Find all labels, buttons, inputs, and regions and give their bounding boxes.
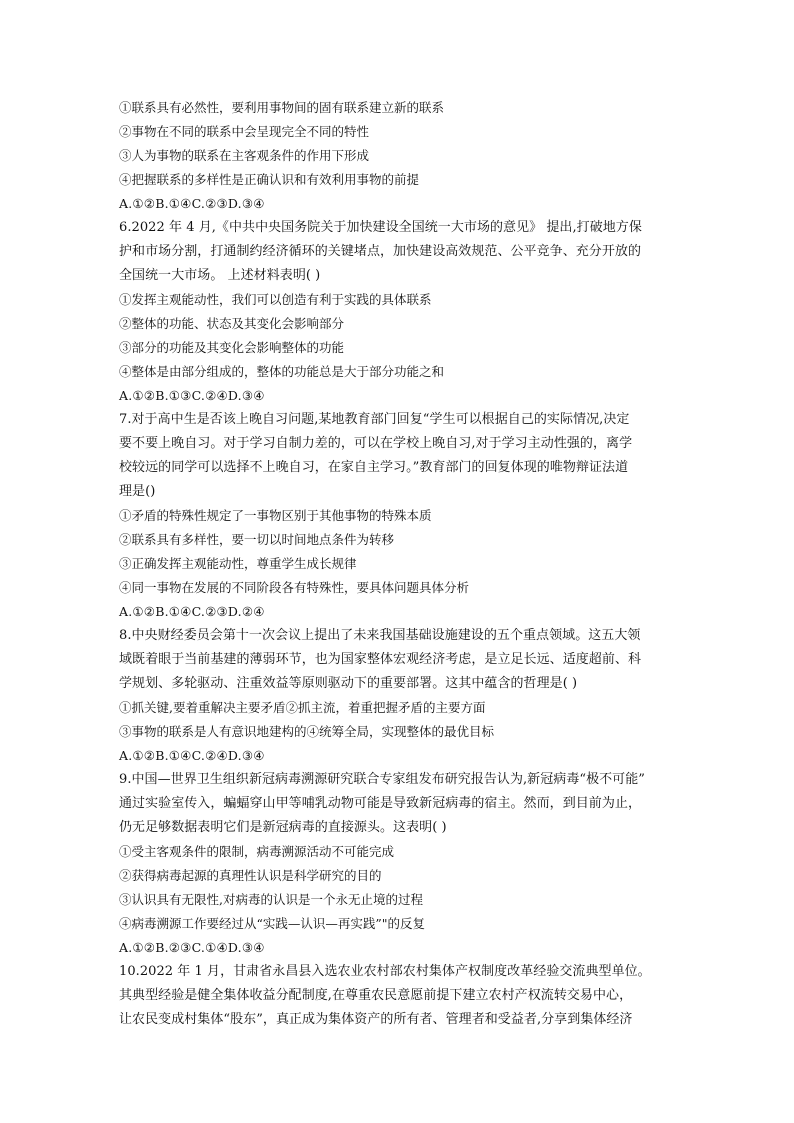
q6-stem-line-1: 6.2022 年 4 月,《中共中央国务院关于加快建设全国统一大市场的意见》 提出,打破地方保 — [119, 220, 642, 235]
q9-stem-line-2: 通过实验室传入，蝙蝠穿山甲等哺乳动物可能是导致新冠病毒的宿主。然而，到目前为止， — [119, 796, 642, 811]
q7-option-3: ③正确发挥主观能动性，尊重学生成长规律 — [119, 556, 357, 571]
q7-stem-line-3: 校较远的同学可以选择不上晚自习，在家自主学习。”教育部门的回复体现的唯物辩证法道 — [119, 460, 629, 475]
q5-option-4: ④把握联系的多样性是正确认识和有效利用事物的前提 — [119, 172, 420, 187]
q9-answer-choices: A.①②B.②③C.①④D.③④ — [119, 940, 265, 955]
q10-stem-line-2: 其典型经验是健全集体收益分配制度,在尊重农民意愿前提下建立农村产权流转交易中心， — [119, 988, 633, 1003]
q6-answer-choices: A.①②B.①③C.②④D.③④ — [119, 388, 265, 403]
q7-answer-choices: A.①②B.①④C.②③D.②④ — [119, 604, 265, 619]
q7-option-1: ①矛盾的特殊性规定了一事物区别于其他事物的特殊本质 — [119, 508, 432, 523]
question-5 — [119, 96, 679, 216]
q7-stem-line-1: 7.对于高中生是否该上晚自习问题,某地教育部门回复“学生可以根据自己的实际情况,决定 — [119, 412, 630, 427]
q9-option-4: ④病毒溯源工作要经过从“实践—认识—再实践”"的反复 — [119, 916, 426, 931]
q8-option-line-2: ③事物的联系是人有意识地建构的④统筹全局，实现整体的最优目标 — [119, 724, 495, 739]
q6-option-3: ③部分的功能及其变化会影响整体的功能 — [119, 340, 345, 355]
q7-stem-line-4: 理是() — [119, 484, 156, 499]
question-8 — [119, 624, 679, 768]
q9-option-1: ①受主客观条件的限制，病毒溯源活动不可能完成 — [119, 844, 395, 859]
q8-stem-line-3: 学规划、多轮驱动、注重效益等原则驱动下的重要部署。这其中蕴含的哲理是( ) — [119, 676, 578, 691]
q8-stem-line-2: 域既着眼于当前基建的薄弱环节，也为国家整体宏观经济考虑，是立足长远、适度超前、科 — [119, 652, 642, 667]
q8-answer-choices: A.①②B.①④C.②④D.③④ — [119, 748, 265, 763]
q6-option-4: ④整体是由部分组成的，整体的功能总是大于部分功能之和 — [119, 364, 445, 379]
q9-stem-line-3: 仍无足够数据表明它们是新冠病毒的直接源头。这表明( ) — [119, 820, 447, 835]
q8-stem-line-1: 8.中央财经委员会第十一次会议上提出了未来我国基础设施建设的五个重点领域。这五大领 — [119, 628, 641, 643]
q6-stem-line-3: 全国统一大市场。 上述材料表明( ) — [119, 268, 321, 283]
q8-option-line-1: ①抓关键,要着重解决主要矛盾②抓主流，着重把握矛盾的主要方面 — [119, 700, 486, 715]
q6-stem-line-2: 护和市场分割，打通制约经济循环的关键堵点，加快建设高效规范、公平竞争、充分开放的 — [119, 244, 642, 259]
q9-option-2: ②获得病毒起源的真理性认识是科学研究的目的 — [119, 868, 382, 883]
q10-stem-line-1: 10.2022 年 1 月，甘肃省永昌县入选农业农村部农村集体产权制度改革经验交流典型单位。 — [119, 964, 651, 979]
q5-option-3: ③人为事物的联系在主客观条件的作用下形成 — [119, 148, 370, 163]
q5-option-1: ①联系具有必然性，要利用事物间的固有联系建立新的联系 — [119, 100, 445, 115]
q9-stem-line-1: 9.中国—世界卫生组织新冠病毒溯源研究联合专家组发布研究报告认为,新冠病毒“极不可能” — [119, 772, 645, 787]
q9-option-3: ③认识具有无限性,对病毒的认识是一个永无止境的过程 — [119, 892, 423, 907]
q10-stem-line-3: 让农民变成村集体“股东”，真正成为集体资产的所有者、管理者和受益者,分享到集体经济 — [119, 1012, 633, 1027]
question-content — [119, 96, 679, 1032]
q6-option-1: ①发挥主观能动性，我们可以创造有利于实践的具体联系 — [119, 292, 432, 307]
q5-option-2: ②事物在不同的联系中会呈现完全不同的特性 — [119, 124, 370, 139]
question-10 — [119, 960, 679, 1032]
q7-option-4: ④同一事物在发展的不同阶段各有特殊性，要具体问题具体分析 — [119, 580, 470, 595]
question-6 — [119, 216, 679, 408]
q7-option-2: ②联系具有多样性，要一切以时间地点条件为转移 — [119, 532, 395, 547]
q5-answer-choices: A.①②B.①④C.②③D.③④ — [119, 196, 265, 211]
question-7 — [119, 408, 679, 624]
question-9 — [119, 768, 679, 960]
q7-stem-line-2: 要不要上晚自习。对于学习自制力差的，可以在学校上晚自习,对于学习主动性强的，离学 — [119, 436, 633, 451]
q6-option-2: ②整体的功能、状态及其变化会影响部分 — [119, 316, 345, 331]
